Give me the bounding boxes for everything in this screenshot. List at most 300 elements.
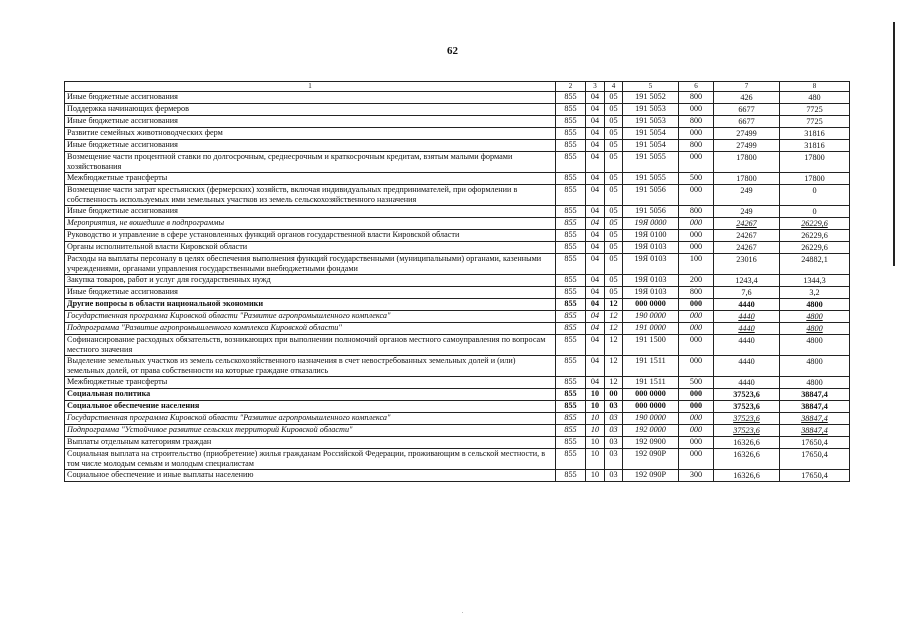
row-grbs-text: 855: [564, 425, 577, 434]
row-grbs-cell: [556, 356, 586, 377]
row-grbs-cell: [556, 275, 586, 287]
row-grbs-text: 855: [564, 92, 577, 101]
row-grbs-cell: [556, 140, 586, 152]
row-expense-type-cell: [679, 128, 714, 140]
row-value-2016-cell: [780, 275, 850, 287]
row-target-article-text: 190 0000: [635, 311, 666, 320]
budget-table: [64, 81, 850, 482]
row-name-text: Социальная выплата на строительство (приобретение) жилья гражданам Российской Федерации, проживающим в сельской местности, в том числе молодым семьям и молодым специалистам: [67, 449, 546, 468]
row-subsection-cell: [605, 401, 623, 413]
header-cell-col6: 6: [679, 82, 714, 92]
row-expense-type-text: 000: [689, 218, 703, 227]
row-grbs-text: 855: [564, 287, 577, 296]
row-name-text: Органы исполнительной власти Кировской области: [67, 242, 248, 251]
row-value-2015-text: 4440: [738, 336, 755, 345]
row-section-text: 04: [590, 311, 600, 320]
row-target-article-cell: [623, 185, 679, 206]
row-section-cell: [586, 128, 605, 140]
row-value-2016-cell: [780, 218, 850, 230]
table-row: [65, 287, 850, 299]
row-expense-type-text: 200: [689, 275, 703, 284]
header-cell-col3: 3: [586, 82, 605, 92]
row-subsection-cell: [605, 140, 623, 152]
row-value-2015-text: 16326,6: [733, 438, 760, 447]
row-grbs-cell: [556, 128, 586, 140]
row-name-text: Возмещение части процентной ставки по долгосрочным, среднесрочным и краткосрочным кредитам, взятым малыми формами хозяйствования: [67, 152, 513, 171]
row-value-2015-cell: [714, 377, 780, 389]
row-value-2015-text: 24267: [736, 243, 757, 252]
row-name-text: Развитие семейных животноводческих ферм: [67, 128, 223, 137]
row-section-text: 04: [590, 323, 600, 332]
row-expense-type-text: 800: [689, 92, 703, 101]
row-expense-type-text: 000: [689, 104, 703, 113]
row-value-2016-cell: [780, 356, 850, 377]
row-value-2015-cell: [714, 254, 780, 275]
row-name-cell: [65, 311, 556, 323]
row-value-2015-cell: [714, 425, 780, 437]
row-target-article-cell: [623, 275, 679, 287]
row-value-2015-text: 37523,6: [733, 414, 760, 423]
row-value-2016-text: 3,2: [809, 288, 820, 297]
row-expense-type-cell: [679, 437, 714, 449]
row-section-text: 04: [590, 206, 600, 215]
row-expense-type-cell: [679, 116, 714, 128]
row-target-article-cell: [623, 254, 679, 275]
row-value-2016-text: 31816: [804, 141, 825, 150]
row-expense-type-text: 000: [689, 311, 703, 320]
row-target-article-cell: [623, 413, 679, 425]
row-grbs-text: 855: [564, 335, 577, 344]
row-subsection-text: 05: [609, 173, 618, 182]
row-subsection-cell: [605, 92, 623, 104]
row-section-cell: [586, 275, 605, 287]
row-section-cell: [586, 389, 605, 401]
row-subsection-text: 12: [609, 323, 618, 332]
row-target-article-cell: [623, 206, 679, 218]
row-value-2015-cell: [714, 104, 780, 116]
row-target-article-text: 191 5055: [635, 173, 666, 182]
row-value-2016-cell: [780, 470, 850, 482]
table-row: [65, 218, 850, 230]
row-value-2016-cell: [780, 449, 850, 470]
row-section-text: 04: [590, 92, 600, 101]
row-name-cell: [65, 377, 556, 389]
row-subsection-text: 03: [609, 413, 618, 422]
row-value-2016-cell: [780, 104, 850, 116]
row-value-2016-cell: [780, 242, 850, 254]
row-value-2016-text: 1344,3: [803, 276, 826, 285]
row-value-2016-text: 26229,6: [801, 231, 828, 240]
row-section-text: 04: [590, 218, 600, 227]
row-value-2015-text: 4440: [738, 312, 755, 321]
row-section-text: 04: [590, 185, 600, 194]
row-grbs-cell: [556, 230, 586, 242]
row-section-cell: [586, 116, 605, 128]
row-expense-type-cell: [679, 356, 714, 377]
row-section-text: 10: [590, 413, 600, 422]
row-value-2015-cell: [714, 323, 780, 335]
row-grbs-text: 855: [564, 128, 577, 137]
row-grbs-text: 855: [564, 152, 577, 161]
row-value-2016-text: 17800: [804, 174, 825, 183]
row-section-cell: [586, 437, 605, 449]
row-grbs-text: 855: [564, 242, 577, 251]
table-row: [65, 335, 850, 356]
row-subsection-text: 05: [609, 254, 618, 263]
row-expense-type-text: 000: [689, 425, 703, 434]
row-subsection-cell: [605, 254, 623, 275]
row-subsection-text: 05: [609, 104, 618, 113]
row-value-2015-cell: [714, 356, 780, 377]
table-row: [65, 173, 850, 185]
row-value-2016-cell: [780, 254, 850, 275]
row-value-2016-text: 0: [812, 186, 817, 195]
row-grbs-cell: [556, 242, 586, 254]
row-name-cell: [65, 323, 556, 335]
row-expense-type-cell: [679, 425, 714, 437]
row-value-2015-text: 4440: [738, 300, 755, 309]
row-target-article-text: 191 5056: [635, 206, 666, 215]
row-subsection-text: 05: [609, 185, 618, 194]
row-value-2015-text: 37523,6: [733, 426, 760, 435]
row-subsection-text: 05: [609, 230, 618, 239]
row-grbs-cell: [556, 425, 586, 437]
row-expense-type-text: 000: [689, 323, 703, 332]
row-name-cell: [65, 389, 556, 401]
row-value-2015-text: 6677: [738, 117, 755, 126]
row-target-article-cell: [623, 389, 679, 401]
row-expense-type-cell: [679, 470, 714, 482]
row-subsection-text: 05: [609, 218, 618, 227]
row-subsection-text: 12: [609, 311, 618, 320]
row-subsection-text: 05: [609, 152, 618, 161]
row-value-2016-text: 7725: [806, 105, 823, 114]
row-target-article-cell: [623, 425, 679, 437]
row-expense-type-text: 300: [689, 470, 703, 479]
row-subsection-cell: [605, 311, 623, 323]
row-value-2016-cell: [780, 413, 850, 425]
row-expense-type-cell: [679, 377, 714, 389]
row-name-cell: [65, 437, 556, 449]
row-name-text: Возмещение части затрат крестьянских (фермерских) хозяйств, включая индивидуальных предпринимателей, при оформлении в собственность используемых ими земельных участков из земель сельскохозяйственного назначения: [67, 185, 518, 204]
row-subsection-text: 03: [609, 401, 618, 410]
row-grbs-cell: [556, 389, 586, 401]
row-value-2016-cell: [780, 173, 850, 185]
row-value-2015-cell: [714, 335, 780, 356]
row-name-text: Закупка товаров, работ и услуг для государственных нужд: [67, 275, 271, 284]
row-subsection-text: 03: [609, 437, 618, 446]
row-value-2015-text: 4440: [738, 324, 755, 333]
row-section-cell: [586, 242, 605, 254]
row-grbs-text: 855: [564, 470, 577, 479]
row-section-text: 04: [590, 377, 600, 386]
row-name-cell: [65, 140, 556, 152]
row-expense-type-cell: [679, 230, 714, 242]
table-row: [65, 413, 850, 425]
row-value-2015-cell: [714, 242, 780, 254]
row-target-article-cell: [623, 377, 679, 389]
row-target-article-text: 191 5053: [635, 104, 666, 113]
page-number: 62: [447, 45, 458, 57]
row-value-2016-text: 4800: [806, 300, 823, 309]
row-subsection-text: 05: [609, 242, 618, 251]
row-grbs-text: 855: [564, 173, 577, 182]
row-section-cell: [586, 152, 605, 173]
row-name-text: Иные бюджетные ассигнования: [67, 140, 178, 149]
row-expense-type-cell: [679, 242, 714, 254]
row-expense-type-cell: [679, 152, 714, 173]
page-edge-rule: [893, 22, 895, 266]
row-section-cell: [586, 470, 605, 482]
row-expense-type-cell: [679, 218, 714, 230]
row-target-article-text: 191 5054: [635, 140, 666, 149]
table-row: [65, 401, 850, 413]
row-section-text: 10: [590, 425, 600, 434]
row-target-article-cell: [623, 449, 679, 470]
row-subsection-cell: [605, 275, 623, 287]
row-value-2016-cell: [780, 140, 850, 152]
row-grbs-cell: [556, 377, 586, 389]
row-target-article-cell: [623, 218, 679, 230]
row-value-2015-text: 7,6: [741, 288, 752, 297]
table-row: [65, 242, 850, 254]
row-value-2016-text: 480: [808, 93, 821, 102]
row-grbs-cell: [556, 437, 586, 449]
row-grbs-cell: [556, 449, 586, 470]
row-subsection-cell: [605, 335, 623, 356]
row-section-text: 04: [590, 287, 600, 296]
row-value-2015-cell: [714, 230, 780, 242]
row-value-2016-text: 7725: [806, 117, 823, 126]
row-name-cell: [65, 275, 556, 287]
row-subsection-cell: [605, 230, 623, 242]
row-section-text: 10: [590, 437, 600, 446]
row-subsection-text: 12: [609, 335, 618, 344]
row-subsection-cell: [605, 185, 623, 206]
row-name-cell: [65, 254, 556, 275]
row-value-2015-text: 426: [740, 93, 753, 102]
table-row: [65, 254, 850, 275]
row-target-article-cell: [623, 230, 679, 242]
row-subsection-text: 03: [609, 449, 618, 458]
row-value-2015-cell: [714, 206, 780, 218]
row-section-cell: [586, 413, 605, 425]
row-name-text: Иные бюджетные ассигнования: [67, 92, 178, 101]
row-value-2015-cell: [714, 413, 780, 425]
row-expense-type-text: 000: [689, 299, 703, 308]
row-value-2015-cell: [714, 218, 780, 230]
row-grbs-text: 855: [564, 104, 577, 113]
row-grbs-cell: [556, 92, 586, 104]
row-expense-type-cell: [679, 206, 714, 218]
row-section-text: 04: [590, 140, 600, 149]
row-value-2016-cell: [780, 206, 850, 218]
row-section-text: 04: [590, 335, 600, 344]
row-value-2016-cell: [780, 323, 850, 335]
row-section-cell: [586, 287, 605, 299]
row-grbs-text: 855: [564, 275, 577, 284]
row-target-article-text: 19Я 0103: [634, 242, 667, 251]
row-value-2016-text: 17800: [804, 153, 825, 162]
row-section-cell: [586, 92, 605, 104]
row-grbs-cell: [556, 413, 586, 425]
row-target-article-text: 190 0000: [635, 413, 666, 422]
row-value-2016-cell: [780, 116, 850, 128]
row-subsection-cell: [605, 287, 623, 299]
row-target-article-cell: [623, 128, 679, 140]
row-section-text: 10: [590, 470, 600, 479]
row-value-2016-cell: [780, 437, 850, 449]
row-subsection-cell: [605, 152, 623, 173]
row-value-2015-text: 4440: [738, 357, 755, 366]
row-value-2016-text: 38847,4: [801, 390, 828, 399]
row-target-article-cell: [623, 299, 679, 311]
header-cell-col7: 7: [714, 82, 780, 92]
row-value-2015-text: 24267: [736, 219, 757, 228]
row-grbs-cell: [556, 254, 586, 275]
row-value-2016-text: 38847,4: [801, 414, 828, 423]
row-expense-type-text: 500: [689, 173, 703, 182]
row-section-cell: [586, 401, 605, 413]
row-value-2016-text: 31816: [804, 129, 825, 138]
row-value-2015-cell: [714, 401, 780, 413]
row-name-cell: [65, 185, 556, 206]
row-name-text: Государственная программа Кировской области "Развитие агропромышленного комплекса": [67, 413, 391, 422]
row-value-2015-cell: [714, 173, 780, 185]
row-subsection-cell: [605, 437, 623, 449]
row-target-article-text: 19Я 0103: [634, 287, 667, 296]
row-grbs-cell: [556, 287, 586, 299]
row-section-cell: [586, 140, 605, 152]
row-name-text: Межбюджетные трансферты: [67, 173, 168, 182]
row-value-2015-text: 249: [740, 186, 753, 195]
row-target-article-cell: [623, 173, 679, 185]
row-expense-type-cell: [679, 173, 714, 185]
row-expense-type-cell: [679, 323, 714, 335]
row-name-cell: [65, 299, 556, 311]
row-value-2016-text: 26229,6: [801, 243, 828, 252]
row-value-2015-cell: [714, 128, 780, 140]
row-expense-type-cell: [679, 287, 714, 299]
row-value-2016-text: 4800: [806, 378, 823, 387]
row-subsection-text: 05: [609, 92, 618, 101]
row-target-article-text: 192 090Р: [634, 449, 667, 458]
row-expense-type-text: 000: [689, 185, 703, 194]
row-value-2016-cell: [780, 425, 850, 437]
row-expense-type-cell: [679, 275, 714, 287]
row-section-text: 04: [590, 356, 600, 365]
row-value-2016-text: 0: [812, 207, 817, 216]
row-value-2016-cell: [780, 335, 850, 356]
row-value-2015-text: 1243,4: [735, 276, 758, 285]
row-target-article-text: 000 0000: [635, 401, 666, 410]
table-row: [65, 299, 850, 311]
row-subsection-cell: [605, 206, 623, 218]
scan-speck: [462, 612, 463, 613]
row-subsection-text: 05: [609, 128, 618, 137]
row-subsection-text: 05: [609, 275, 618, 284]
row-subsection-cell: [605, 242, 623, 254]
row-target-article-cell: [623, 140, 679, 152]
row-section-text: 04: [590, 173, 600, 182]
row-target-article-text: 191 1511: [635, 356, 666, 365]
row-value-2015-cell: [714, 140, 780, 152]
row-name-text: Подпрограмма "Устойчивое развитие сельских территорий Кировской области": [67, 425, 353, 434]
row-value-2016-cell: [780, 230, 850, 242]
row-target-article-text: 000 0000: [635, 299, 666, 308]
row-name-cell: [65, 173, 556, 185]
table-row: [65, 470, 850, 482]
row-expense-type-text: 000: [689, 413, 703, 422]
row-grbs-text: 855: [564, 185, 577, 194]
row-section-text: 04: [590, 152, 600, 161]
row-subsection-cell: [605, 356, 623, 377]
header-cell-col8: 8: [780, 82, 850, 92]
table-row: [65, 356, 850, 377]
table-row: [65, 377, 850, 389]
row-value-2015-text: 24267: [736, 231, 757, 240]
row-name-cell: [65, 413, 556, 425]
row-grbs-text: 855: [564, 389, 577, 398]
row-subsection-text: 03: [609, 425, 618, 434]
table-row: [65, 116, 850, 128]
row-name-text: Выплаты отдельным категориям граждан: [67, 437, 212, 446]
row-name-cell: [65, 470, 556, 482]
row-target-article-cell: [623, 104, 679, 116]
row-name-cell: [65, 287, 556, 299]
row-name-cell: [65, 116, 556, 128]
row-subsection-text: 12: [609, 299, 618, 308]
row-name-text: Руководство и управление в сфере установленных функций органов государственной власти Кировской области: [67, 230, 460, 239]
row-name-text: Иные бюджетные ассигнования: [67, 206, 178, 215]
table-row: [65, 152, 850, 173]
row-value-2016-cell: [780, 152, 850, 173]
row-subsection-text: 05: [609, 116, 618, 125]
row-expense-type-cell: [679, 401, 714, 413]
row-section-cell: [586, 254, 605, 275]
row-name-cell: [65, 242, 556, 254]
row-section-text: 04: [590, 242, 600, 251]
row-target-article-cell: [623, 92, 679, 104]
row-name-text: Социальная политика: [67, 389, 151, 398]
row-target-article-cell: [623, 116, 679, 128]
row-value-2015-text: 27499: [736, 141, 757, 150]
row-expense-type-text: 800: [689, 116, 703, 125]
row-expense-type-cell: [679, 140, 714, 152]
row-section-text: 04: [590, 254, 600, 263]
row-section-cell: [586, 206, 605, 218]
table-row: [65, 104, 850, 116]
table-row: [65, 128, 850, 140]
table-row: [65, 230, 850, 242]
row-expense-type-cell: [679, 335, 714, 356]
row-value-2015-text: 249: [740, 207, 753, 216]
row-value-2015-text: 23016: [736, 255, 757, 264]
row-value-2015-cell: [714, 185, 780, 206]
row-name-text: Поддержка начинающих фермеров: [67, 104, 189, 113]
table-row: [65, 185, 850, 206]
table-row: [65, 92, 850, 104]
row-name-cell: [65, 92, 556, 104]
row-target-article-text: 191 1500: [635, 335, 666, 344]
row-target-article-text: 191 1511: [635, 377, 666, 386]
row-value-2016-cell: [780, 128, 850, 140]
row-expense-type-cell: [679, 449, 714, 470]
budget-table-body: [65, 82, 850, 482]
row-expense-type-cell: [679, 413, 714, 425]
row-target-article-cell: [623, 356, 679, 377]
row-name-cell: [65, 356, 556, 377]
